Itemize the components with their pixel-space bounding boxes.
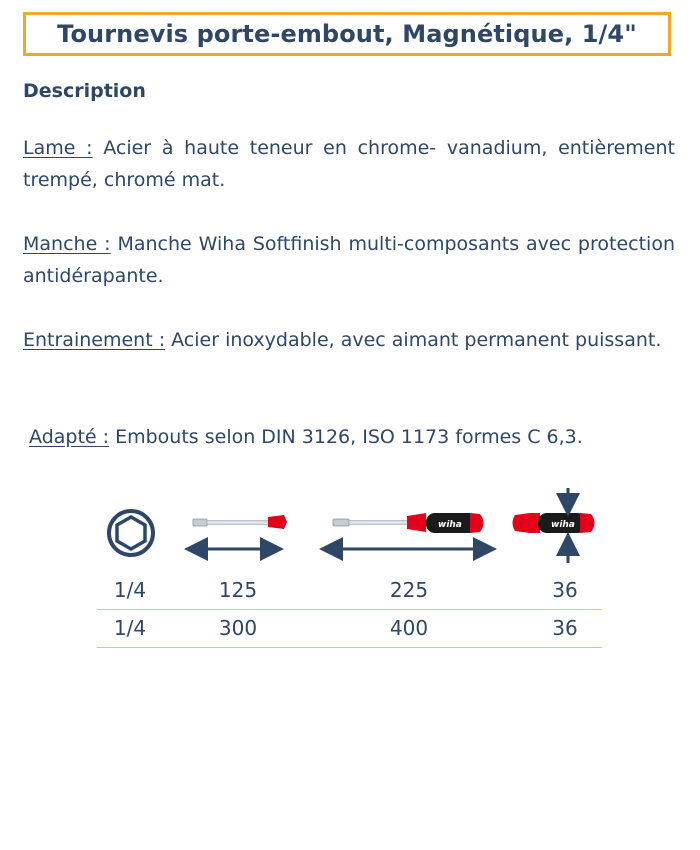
cell-handle-diameter: 36: [552, 616, 578, 640]
cell-total-length: 225: [389, 578, 429, 602]
page-title: Tournevis porte-embout, Magnétique, 1/4": [57, 20, 637, 48]
spec-icons: [0, 480, 700, 570]
spec-table: [97, 572, 602, 648]
paragraph-drive: [23, 324, 675, 356]
cell-handle-diameter: 36: [552, 578, 578, 602]
cell-blade-length: 300: [218, 616, 258, 640]
label-drive: Entrainement :: [23, 329, 166, 351]
text-drive: Acier inoxydable, avec aimant permanent puissant.: [165, 329, 662, 351]
text-compatible: Embouts selon DIN 3126, ISO 1173 formes C 6,3.: [109, 426, 583, 448]
brand-logo-large: wiha: [438, 520, 462, 530]
cell-drive: 1/4: [113, 578, 147, 602]
spec-figure: [0, 480, 700, 570]
text-handle: Manche Wiha Softfinish multi-composants avec protection antidérapante.: [23, 233, 675, 287]
label-handle: Manche :: [23, 233, 111, 255]
cell-blade-length: 125: [218, 578, 258, 602]
cell-total-length: 400: [389, 616, 429, 640]
label-compatible: Adapté :: [29, 426, 110, 448]
text-blade: Acier à haute teneur en chrome- vanadium, entièrement trempé, chromé mat.: [23, 137, 675, 191]
hexagon-drive-icon: [109, 511, 153, 555]
paragraph-blade: [23, 132, 675, 196]
paragraph-compatible: [23, 421, 675, 453]
blade-length-icon: [193, 515, 287, 549]
table-row: [97, 610, 602, 648]
table-row: [97, 572, 602, 610]
title-box: [23, 12, 671, 56]
paragraph-handle: [23, 228, 675, 292]
total-length-icon: [331, 513, 485, 549]
brand-logo-small: wiha: [551, 520, 575, 530]
section-heading: Description: [23, 80, 146, 102]
cell-drive: 1/4: [113, 616, 147, 640]
label-blade: Lame :: [23, 137, 93, 159]
handle-diameter-icon: [513, 488, 595, 563]
